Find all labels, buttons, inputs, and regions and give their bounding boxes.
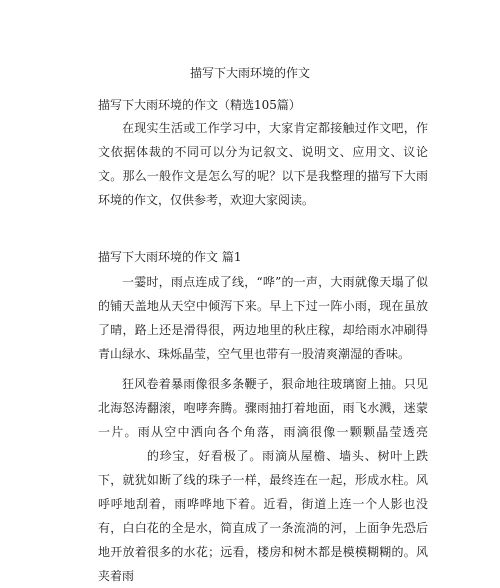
paragraph-2: [98, 372, 428, 588]
intro-text: 在现实生活或工作学习中，大家肯定都接触过作文吧，作文依据体裁的不同可以分为记叙文、说明文、应用文、议论文。那么一般作文是怎么写的呢？以下是我整理的描写下大雨环境的作文，仅供参考，欢迎大家阅读。: [98, 121, 428, 207]
section-1-paragraph-2: [98, 372, 428, 588]
section-1-paragraph-1: [98, 270, 428, 366]
paragraph-1-text: 一霎时，雨点连成了线，“哗”的一声，大雨就像天塌了似的铺天盖地从天空中倾泻下来。早上下过一阵小雨，现在虽放了晴，路上还是滑得很，两边地里的秋庄稼，却给雨水冲刷得青山绿水、珠烁晶莹，空气里也带有一股清爽潮湿的香味。: [98, 275, 428, 361]
paragraph-2-part-b: 的珍宝，好看极了。雨滴从屋檐、墙头、树叶上跌下，就犹如断了线的珠子一样，最终连在一起，形成水柱。风呼呼地刮着，雨哗哗地下着。近看，街道上连一个人影也没有，白白花的全是水，简直成了一条流淌的河，上面争先恐后地开放着很多的水花；远看，楼房和树木都是模模糊糊的。风夹着雨: [98, 449, 428, 583]
document-title: 描写下大雨环境的作文: [189, 66, 310, 80]
intro-paragraph: [98, 116, 428, 212]
paragraph-2-part-a: 狂风卷着暴雨像很多条鞭子，狠命地往玻璃窗上抽。只见北海怒涛翻滚，咆哮奔腾。骤雨抽打着地面，雨飞水溅，迷蒙一片。雨从空中洒向各个角落，雨滴很像一颗颗晶莹透亮: [98, 377, 428, 439]
document-subtitle: 描写下大雨环境的作文（精选105篇）: [98, 98, 301, 112]
section-1-title: 描写下大雨环境的作文 篇1: [98, 250, 242, 264]
